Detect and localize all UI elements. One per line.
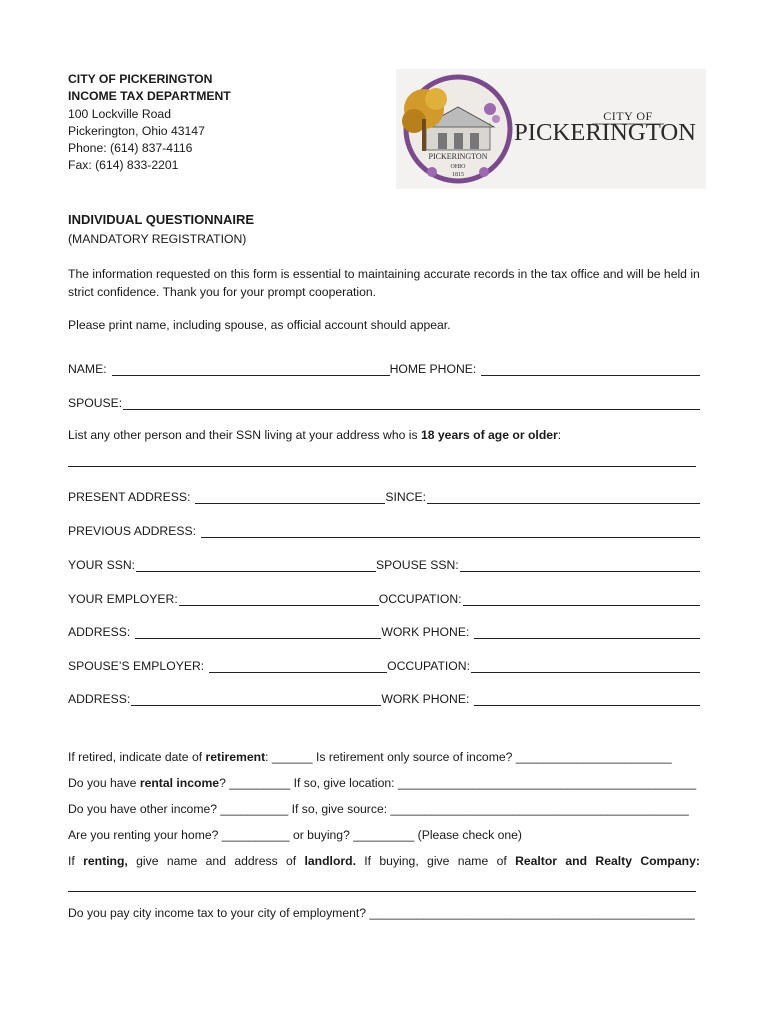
your-employer-field[interactable]: [179, 592, 379, 606]
landlord-word: and: [205, 854, 226, 868]
spouse-field[interactable]: [123, 396, 700, 410]
since-label: SINCE:: [385, 490, 427, 504]
street-address: 100 Lockville Road: [68, 106, 171, 121]
seal-name: PICKERINGTON: [428, 152, 488, 161]
landlord-word: Realty: [595, 854, 632, 868]
logo-city-name: PICKERINGTON: [514, 120, 696, 146]
landlord-word: If: [68, 854, 75, 868]
other-person-field[interactable]: [68, 465, 696, 467]
ssn-row: [68, 554, 700, 572]
name-row: [68, 358, 700, 376]
seal-year: 1815: [452, 172, 464, 178]
retired-text: If retired, indicate date of: [68, 750, 206, 764]
address-label: ADDRESS:: [68, 625, 131, 639]
work-phone-field[interactable]: [474, 625, 700, 639]
landlord-word: of: [496, 854, 507, 868]
occupation2-field[interactable]: [471, 659, 700, 673]
logo-city-of: CITY OF: [603, 109, 653, 123]
rental-bold: rental income: [139, 776, 220, 790]
other-person-age: 18 years of age or older: [420, 428, 558, 442]
landlord-word: landlord.: [304, 854, 356, 868]
landlord-question: [68, 854, 700, 868]
address-field[interactable]: [135, 625, 381, 639]
work-phone2-field[interactable]: [474, 692, 700, 706]
form-title: INDIVIDUAL QUESTIONNAIRE: [68, 212, 255, 227]
city-state-zip: Pickerington, Ohio 43147: [68, 123, 205, 138]
renting-question: Are you renting your home? __________ or buying? _________ (Please check one): [68, 828, 522, 842]
city-name: CITY OF PICKERINGTON: [68, 72, 213, 86]
landlord-word: buying,: [379, 854, 419, 868]
employer-address-row: [68, 621, 700, 639]
city-logo: [396, 69, 706, 189]
landlord-field[interactable]: [68, 890, 696, 892]
other-income-question: Do you have other income? __________ If so, give source: ____________________________________________: [68, 802, 689, 816]
home-phone-field[interactable]: [481, 362, 700, 376]
previous-address-field[interactable]: [201, 524, 700, 538]
occupation2-label: OCCUPATION:: [387, 659, 470, 673]
landlord-word: name: [166, 854, 198, 868]
your-ssn-label: YOUR SSN:: [68, 558, 136, 572]
landlord-word: Realtor: [515, 854, 558, 868]
landlord-word: address: [234, 854, 278, 868]
occupation-field[interactable]: [463, 592, 700, 606]
present-address-row: [68, 486, 700, 504]
spouse-row: [68, 392, 700, 410]
department-header: [68, 71, 231, 175]
landlord-word: give: [136, 854, 159, 868]
spouse-label: SPOUSE:: [68, 396, 123, 410]
form-subtitle: (MANDATORY REGISTRATION): [68, 232, 247, 246]
spouse-ssn-label: SPOUSE SSN:: [376, 558, 459, 572]
fax-number: Fax: (614) 833-2201: [68, 158, 179, 173]
landlord-word: name: [457, 854, 489, 868]
retired-rest: : ______ Is retirement only source of income? _______________________: [265, 750, 672, 764]
rental-question: [68, 776, 696, 790]
other-person-text: List any other person and their SSN living at your address who is: [68, 428, 421, 442]
your-ssn-field[interactable]: [136, 558, 376, 572]
print-instructions: Please print name, including spouse, as official account should appear.: [68, 318, 451, 332]
city-seal: [402, 77, 510, 181]
present-address-field[interactable]: [195, 490, 385, 504]
address2-field[interactable]: [131, 692, 381, 706]
work-phone2-label: WORK PHONE:: [381, 692, 470, 706]
since-field[interactable]: [427, 490, 700, 504]
rental-rest: ? _________ If so, give location: ____________________________________________: [219, 776, 697, 790]
other-person-prompt: [68, 428, 561, 442]
spouse-employer-field[interactable]: [209, 659, 387, 673]
your-employer-label: YOUR EMPLOYER:: [68, 592, 178, 606]
spouse-address-row: [68, 688, 700, 706]
occupation-label: OCCUPATION:: [378, 592, 462, 606]
retirement-question: [68, 750, 672, 764]
city-tax-question: Do you pay city income tax to your city of employment? ________________________________________________: [68, 906, 695, 920]
department-name: INCOME TAX DEPARTMENT: [68, 89, 231, 104]
phone-number: Phone: (614) 837-4116: [68, 141, 193, 156]
landlord-word: and: [565, 854, 588, 868]
previous-address-row: [68, 520, 700, 538]
address2-label: ADDRESS:: [68, 692, 131, 706]
name-field[interactable]: [112, 362, 390, 376]
landlord-word: renting,: [83, 854, 128, 868]
landlord-word: Company:: [640, 854, 700, 868]
spouse-employer-row: [68, 655, 700, 673]
seal-state: OHIO: [450, 164, 466, 170]
rental-text: Do you have: [68, 776, 140, 790]
landlord-word: give: [427, 854, 450, 868]
previous-address-label: PREVIOUS ADDRESS:: [68, 524, 197, 538]
home-phone-label: HOME PHONE:: [389, 362, 477, 376]
intro-paragraph: The information requested on this form is essential to maintaining accurate records in the tax office and will be held in strict confidence. Thank you for your prompt cooperation.: [68, 267, 700, 299]
spouse-employer-label: SPOUSE’S EMPLOYER:: [68, 659, 205, 673]
present-address-label: PRESENT ADDRESS:: [68, 490, 191, 504]
other-person-colon: :: [557, 428, 562, 442]
employer-row: [68, 588, 700, 606]
name-label: NAME:: [68, 362, 107, 376]
landlord-word: If: [364, 854, 372, 868]
landlord-word: of: [286, 854, 297, 868]
retired-bold: retirement: [205, 750, 266, 764]
work-phone-label: WORK PHONE:: [381, 625, 470, 639]
spouse-ssn-field[interactable]: [460, 558, 700, 572]
